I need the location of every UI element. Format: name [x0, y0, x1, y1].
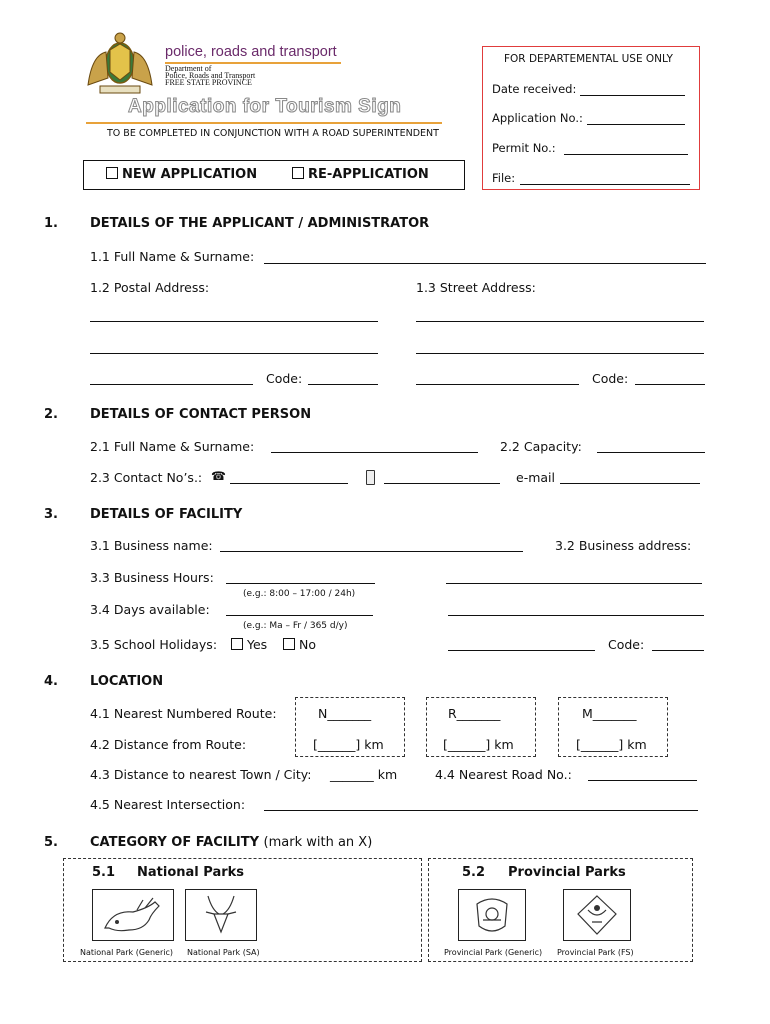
business-hours-hint: (e.g.: 8:00 – 17:00 / 24h): [243, 589, 356, 599]
instruction-text: TO BE COMPLETED IN CONJUNCTION WITH A ROAD SUPERINTENDENT: [107, 128, 439, 139]
distance-r-field[interactable]: [______] km: [443, 737, 514, 752]
section-1-title: DETAILS OF THE APPLICANT / ADMINISTRATOR: [90, 216, 430, 231]
school-holidays-yes-option[interactable]: [231, 637, 267, 652]
distance-town-field[interactable]: _______ km: [330, 767, 398, 782]
file-field[interactable]: [520, 184, 690, 185]
telephone-icon: ☎: [211, 469, 226, 483]
date-received-field[interactable]: [580, 95, 685, 96]
days-available-label: 3.4 Days available:: [90, 602, 210, 617]
national-park-sa-caption: National Park (SA): [187, 948, 260, 957]
business-code-label: Code:: [608, 637, 645, 652]
permit-no-label: Permit No.:: [492, 141, 556, 155]
section-3-number: 3.: [44, 507, 58, 522]
capacity-field[interactable]: [597, 452, 705, 453]
date-received-label: Date received:: [492, 82, 577, 96]
provincial-park-generic-sign[interactable]: [458, 889, 526, 941]
provincial-park-fs-sign[interactable]: [563, 889, 631, 941]
section-4-title: LOCATION: [90, 674, 164, 689]
business-code-field[interactable]: [652, 650, 704, 651]
school-holidays-yes-checkbox[interactable]: [231, 638, 243, 650]
distance-from-route-label: 4.2 Distance from Route:: [90, 737, 247, 752]
section-5-title-text: CATEGORY OF FACILITY: [90, 835, 259, 850]
permit-no-field[interactable]: [564, 154, 688, 155]
department-title: police, roads and transport: [165, 44, 337, 60]
section-3-title: DETAILS OF FACILITY: [90, 507, 243, 522]
email-field[interactable]: [560, 483, 700, 484]
section-4-number: 4.: [44, 674, 58, 689]
application-no-label: Application No.:: [492, 111, 583, 125]
form-title: Application for Tourism Sign: [128, 96, 402, 117]
mobile-field[interactable]: [384, 483, 500, 484]
section-5-title: [90, 835, 372, 850]
section-2-number: 2.: [44, 407, 58, 422]
route-m-field[interactable]: M_______: [582, 706, 637, 721]
nearest-route-label: 4.1 Nearest Numbered Route:: [90, 706, 277, 721]
distance-n-field[interactable]: [______] km: [313, 737, 384, 752]
application-no-field[interactable]: [587, 124, 685, 125]
national-park-generic-sign[interactable]: [92, 889, 174, 941]
route-n-field[interactable]: N_______: [318, 706, 372, 721]
school-holidays-label: 3.5 School Holidays:: [90, 637, 218, 652]
mobile-phone-icon: [366, 470, 375, 485]
new-application-option[interactable]: [106, 167, 257, 182]
school-holidays-no-option[interactable]: [283, 637, 316, 652]
business-address-line-2[interactable]: [448, 615, 704, 616]
street-address-label: 1.3 Street Address:: [416, 280, 536, 295]
school-holidays-no-checkbox[interactable]: [283, 638, 295, 650]
national-parks-heading: National Parks: [137, 865, 245, 880]
business-name-label: 3.1 Business name:: [90, 538, 213, 553]
national-parks-number: 5.1: [92, 865, 116, 880]
section-2-title: DETAILS OF CONTACT PERSON: [90, 407, 312, 422]
re-application-checkbox[interactable]: [292, 167, 304, 179]
new-application-label: NEW APPLICATION: [122, 167, 258, 182]
contact-name-field[interactable]: [271, 452, 478, 453]
street-code-field[interactable]: [635, 384, 705, 385]
section-5-title-note: (mark with an X): [263, 835, 373, 850]
school-holidays-yes-label: Yes: [247, 637, 268, 652]
postal-address-line-3[interactable]: [90, 384, 253, 385]
street-address-line-3[interactable]: [416, 384, 579, 385]
postal-address-label: 1.2 Postal Address:: [90, 280, 210, 295]
days-available-field[interactable]: [226, 615, 373, 616]
provincial-park-generic-caption: Provincial Park (Generic): [444, 948, 543, 957]
business-address-label: 3.2 Business address:: [555, 538, 692, 553]
emblem-icon: [459, 890, 525, 940]
street-address-line-1[interactable]: [416, 321, 704, 322]
bird-emblem-icon: [564, 890, 630, 940]
distance-m-field[interactable]: [______] km: [576, 737, 647, 752]
business-address-line-3[interactable]: [448, 650, 595, 651]
department-line-1: Department of: [165, 64, 212, 73]
contact-numbers-label: 2.3 Contact No’s.:: [90, 470, 203, 485]
provincial-parks-number: 5.2: [462, 865, 486, 880]
department-line-3: FREE STATE PROVINCE: [165, 78, 252, 87]
applicant-name-label: 1.1 Full Name & Surname:: [90, 249, 255, 264]
coat-of-arms-logo: [80, 30, 160, 96]
postal-code-label: Code:: [266, 371, 303, 386]
business-hours-field[interactable]: [226, 583, 375, 584]
route-r-field[interactable]: R_______: [448, 706, 501, 721]
national-park-sa-sign[interactable]: [185, 889, 257, 941]
re-application-option[interactable]: [292, 167, 429, 182]
business-hours-label: 3.3 Business Hours:: [90, 570, 214, 585]
intersection-label: 4.5 Nearest Intersection:: [90, 797, 246, 812]
departmental-use-heading: FOR DEPARTEMENTAL USE ONLY: [504, 53, 673, 65]
telephone-field[interactable]: [230, 483, 348, 484]
nearest-road-label: 4.4 Nearest Road No.:: [435, 767, 572, 782]
contact-name-label: 2.1 Full Name & Surname:: [90, 439, 255, 454]
business-name-field[interactable]: [220, 551, 523, 552]
provincial-park-fs-caption: Provincial Park (FS): [557, 948, 634, 957]
applicant-name-field[interactable]: [264, 263, 706, 264]
section-5-number: 5.: [44, 835, 58, 850]
antelope-head-icon: [186, 890, 256, 940]
capacity-label: 2.2 Capacity:: [500, 439, 582, 454]
business-address-line-1[interactable]: [446, 583, 702, 584]
provincial-parks-heading: Provincial Parks: [508, 865, 626, 880]
title-rule: [86, 122, 442, 124]
postal-address-line-2[interactable]: [90, 353, 378, 354]
animal-icon: [93, 890, 173, 940]
new-application-checkbox[interactable]: [106, 167, 118, 179]
postal-address-line-1[interactable]: [90, 321, 378, 322]
file-label: File:: [492, 171, 516, 185]
national-park-generic-caption: National Park (Generic): [80, 948, 173, 957]
email-label: e-mail: [516, 470, 555, 485]
postal-code-field[interactable]: [308, 384, 378, 385]
department-line-2: Police, Roads and Transport: [165, 71, 256, 80]
street-address-line-2[interactable]: [416, 353, 704, 354]
nearest-road-field[interactable]: [588, 780, 697, 781]
school-holidays-no-label: No: [299, 637, 316, 652]
days-available-hint: (e.g.: Ma – Fr / 365 d/y): [243, 621, 348, 631]
intersection-field[interactable]: [264, 810, 698, 811]
distance-town-label: 4.3 Distance to nearest Town / City:: [90, 767, 312, 782]
re-application-label: RE-APPLICATION: [308, 167, 429, 182]
section-1-number: 1.: [44, 216, 58, 231]
street-code-label: Code:: [592, 371, 629, 386]
